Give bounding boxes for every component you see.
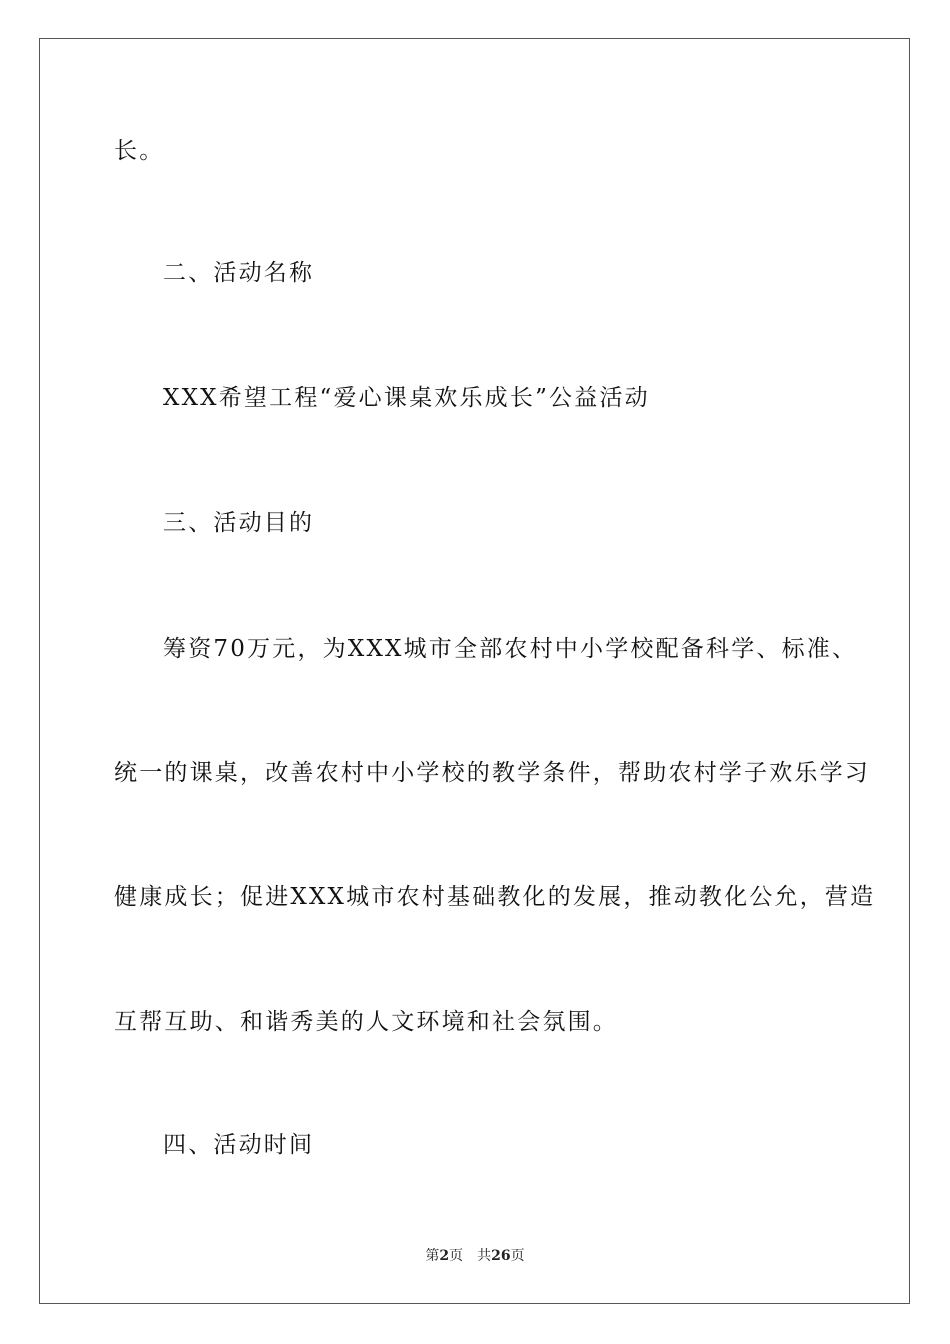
section-heading-activity-time: 四、活动时间 bbox=[163, 1132, 315, 1158]
page-prefix: 第 bbox=[425, 1248, 440, 1264]
section-heading-activity-purpose: 三、活动目的 bbox=[163, 510, 315, 536]
current-page-number: 2 bbox=[439, 1248, 450, 1264]
page-footer bbox=[0, 1247, 950, 1265]
paragraph-activity-name: XXX希望工程“爱心课桌欢乐成长”公益活动 bbox=[163, 385, 650, 411]
total-page-count: 26 bbox=[491, 1248, 511, 1264]
paragraph-purpose-line-1: 筹资70万元，为XXX城市全部农村中小学校配备科学、标准、 bbox=[163, 636, 858, 662]
section-heading-activity-name: 二、活动名称 bbox=[163, 260, 315, 286]
page-suffix: 页 bbox=[449, 1248, 464, 1264]
total-suffix: 页 bbox=[510, 1248, 525, 1264]
total-prefix: 共 bbox=[477, 1248, 492, 1264]
text-line-continuation: 长。 bbox=[114, 138, 165, 164]
page-border bbox=[39, 38, 910, 1304]
paragraph-purpose-line-3: 健康成长；促进XXX城市农村基础教化的发展，推动教化公允，营造 bbox=[114, 884, 876, 910]
paragraph-purpose-line-4: 互帮互助、和谐秀美的人文环境和社会氛围。 bbox=[114, 1009, 618, 1035]
paragraph-purpose-line-2: 统一的课桌，改善农村中小学校的教学条件，帮助农村学子欢乐学习 bbox=[114, 760, 870, 786]
